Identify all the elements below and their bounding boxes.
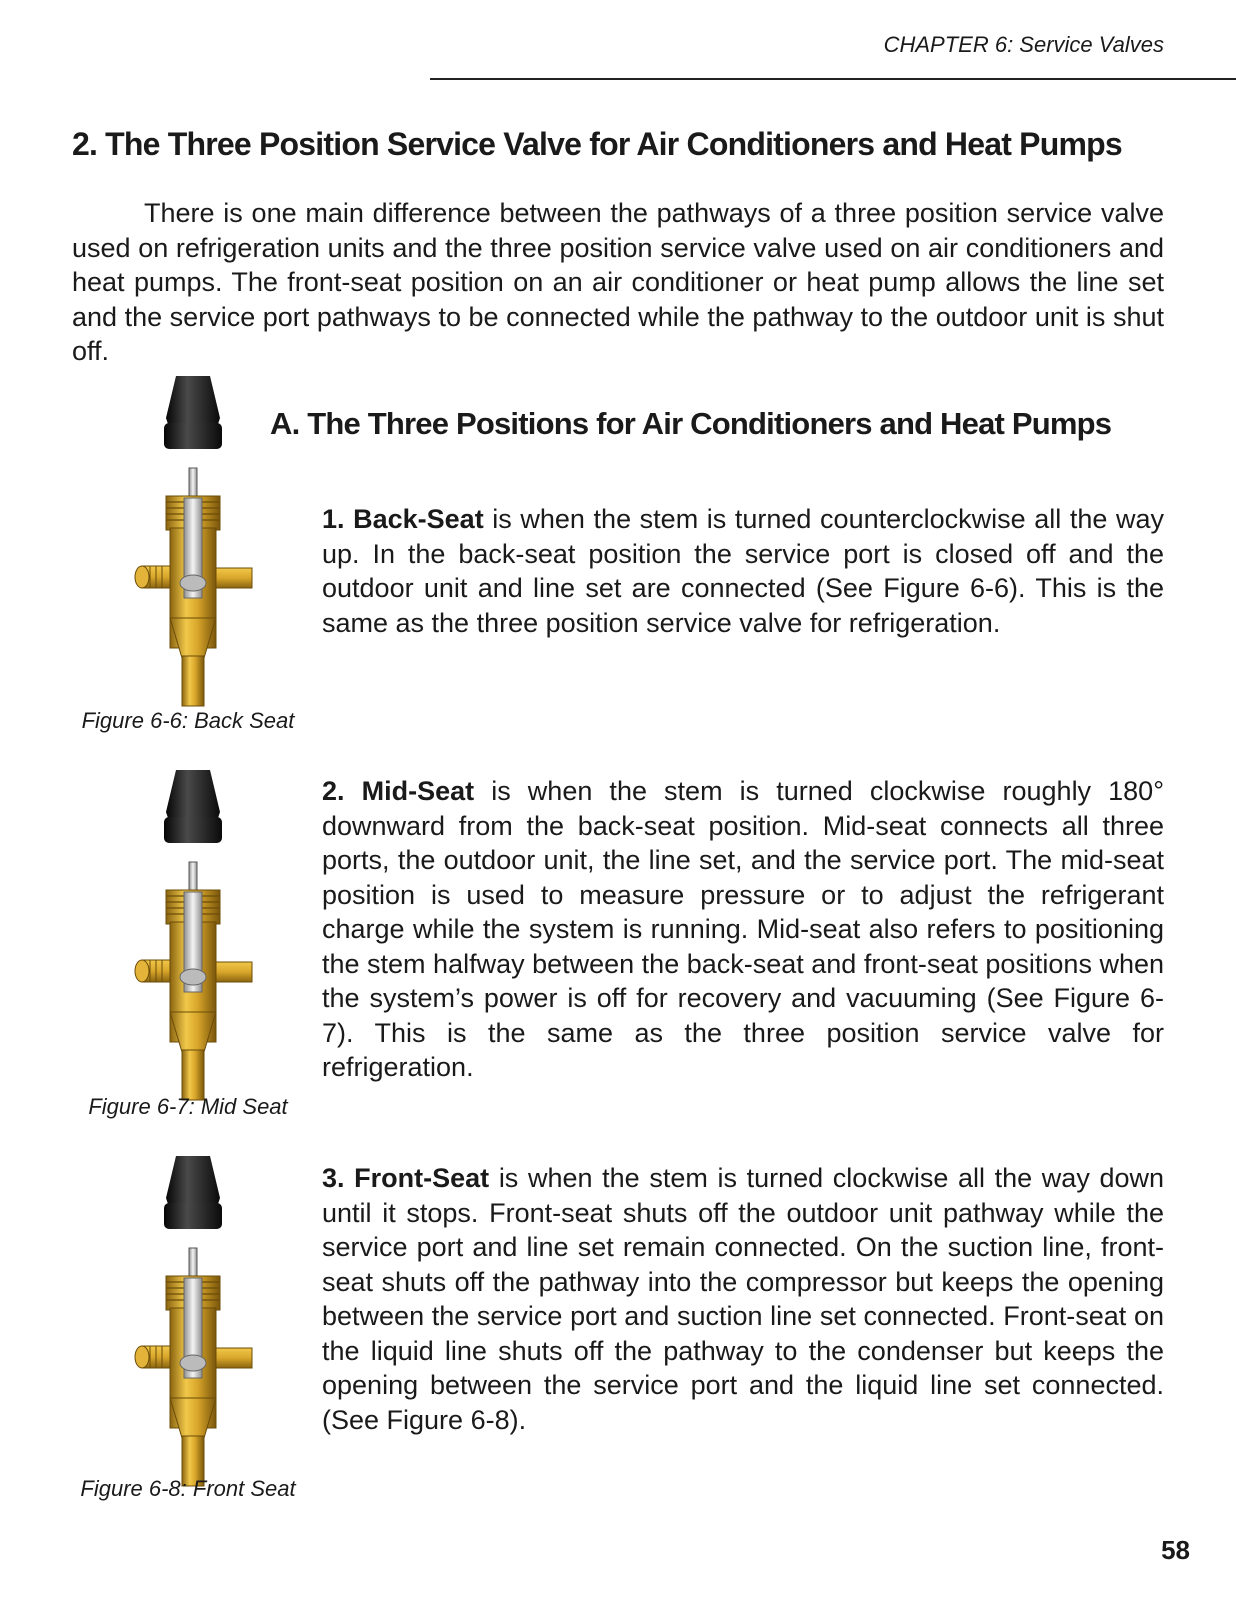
position-front-seat-text	[322, 1161, 1164, 1437]
intro-paragraph: There is one main difference between the pathways of a three position service valve used on refrigeration units and the three position service valve used on air conditioners and heat pumps. The front-seat position on an air conditioner or heat pump allows the line set and the service port pathways to be connected while the pathway to the outdoor unit is shut off.	[72, 198, 1164, 366]
figure-front-seat-valve	[98, 1148, 288, 1348]
position-description: is when the stem is turned clockwise roughly 180° downward from the back-seat position. Mid-seat connects all three ports, the outdoor unit, the line set, and the service port. The mid-seat position is used to measure pressure or to adjust the refrigerant charge while the system is running. Mid-seat also refers to positioning the stem halfway between the back-seat and front-seat positions when the system’s power is off for recovery and vacuuming (See Figure 6-7). This is the same as the three position service valve for refrigeration.	[322, 776, 1164, 1082]
chapter-header: CHAPTER 6: Service Valves	[883, 32, 1164, 57]
position-mid-seat-text	[322, 774, 1164, 1085]
position-back-seat-text	[322, 502, 1164, 640]
position-label: 1. Back-Seat	[322, 504, 484, 534]
figure-caption-6-6: Figure 6-6: Back Seat	[81, 708, 295, 733]
figure-back-seat-valve	[98, 368, 288, 568]
figure-caption-6-7: Figure 6-7: Mid Seat	[88, 1094, 288, 1119]
figure-caption-6-8: Figure 6-8: Front Seat	[80, 1476, 296, 1501]
position-label: 3. Front-Seat	[322, 1163, 490, 1193]
figure-mid-seat-valve	[98, 762, 288, 962]
subsection-title: A. The Three Positions for Air Conditioners and Heat Pumps	[270, 406, 1112, 441]
section-title: 2. The Three Position Service Valve for Air Conditioners and Heat Pumps	[72, 126, 1122, 162]
position-description: is when the stem is turned counterclockwise all the way up. In the back-seat position the service port is closed off and the outdoor unit and line set are connected (See Figure 6-6). This is the same as the three position service valve for refrigeration.	[322, 504, 1165, 638]
position-label: 2. Mid-Seat	[322, 776, 475, 806]
page-number: 58	[1161, 1535, 1190, 1565]
position-description: is when the stem is turned clockwise all the way down until it stops. Front-seat shuts off the outdoor unit pathway while the service port and line set remain connected. On the suction line, front-seat shuts off the pathway into the compressor but keeps the opening between the service port and suction line set connected. Front-seat on the liquid line shuts off the pathway to the condenser but keeps the opening between the service port and the liquid line set connected. (See Figure 6-8).	[322, 1163, 1165, 1435]
header-rule	[430, 78, 1236, 80]
